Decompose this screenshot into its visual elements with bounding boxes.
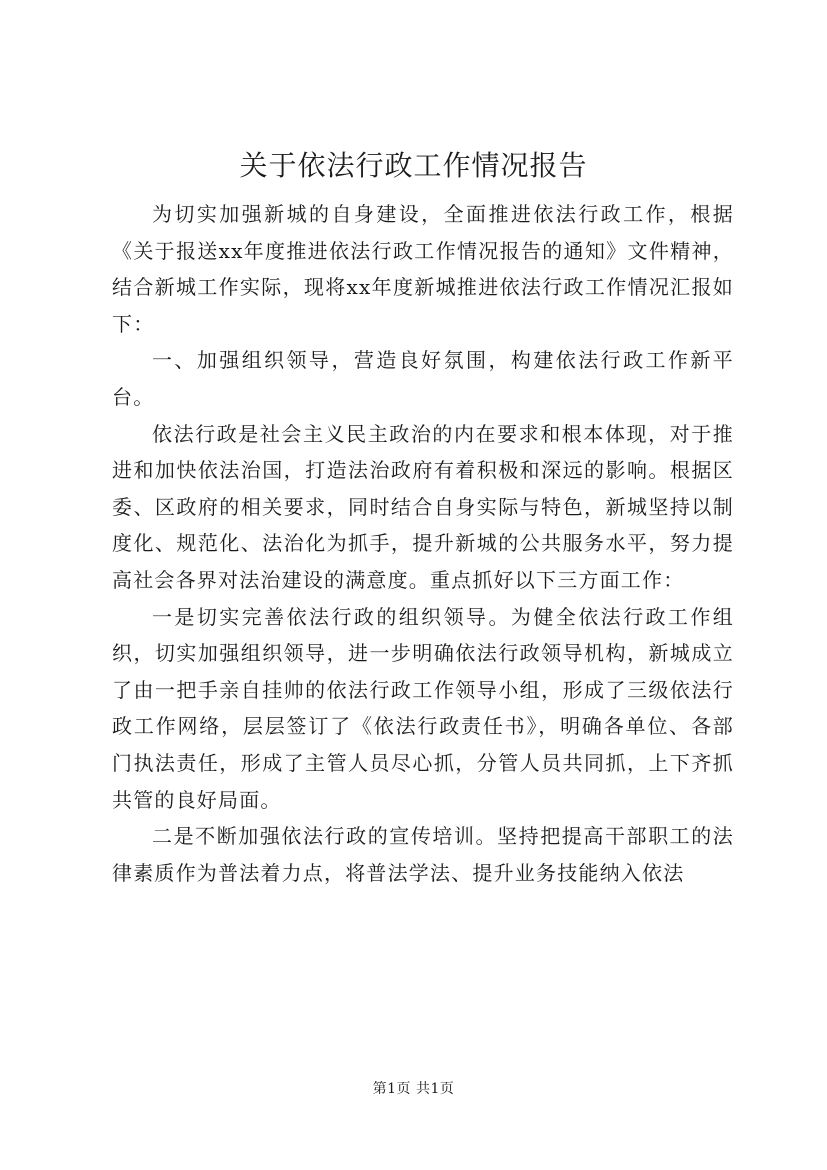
paragraph-section-heading-1: 一、加强组织领导，营造良好氛围，构建依法行政工作新平台。 (112, 348, 734, 409)
document-title: 关于依法行政工作情况报告 (239, 149, 588, 182)
document-body (112, 196, 734, 891)
paragraph-point-1: 一是切实完善依法行政的组织领导。为健全依法行政工作组织，切实加强组织领导，进一步明确依法行政领导机构，新城成立了由一把手亲自挂帅的依法行政工作领导小组，形成了三级依法行政工作网络，层层签订了《依法行政责任书》，明确各单位、各部门执法责任，形成了主管人员尽心抓，分管人员共同抓，上下齐抓共管的良好局面。 (112, 604, 734, 812)
paragraph-point-2: 二是不断加强依法行政的宣传培训。坚持把提高干部职工的法律素质作为普法着力点，将普法学法、提升业务技能纳入依法 (112, 824, 734, 885)
page-footer: 第1页 共1页 (372, 1081, 455, 1097)
paragraph-overview: 依法行政是社会主义民主政治的内在要求和根本体现，对于推进和加快依法治国，打造法治政府有着积极和深远的影响。根据区委、区政府的相关要求，同时结合自身实际与特色，新城坚持以制度化、规范化、法治化为抓手，提升新城的公共服务水平，努力提高社会各界对法治建设的满意度。重点抓好以下三方面工作： (112, 421, 734, 592)
paragraph-intro: 为切实加强新城的自身建设，全面推进依法行政工作，根据《关于报送xx年度推进依法行政工作情况报告的通知》文件精神，结合新城工作实际，现将xx年度新城推进依法行政工作情况汇报如下： (112, 202, 734, 336)
